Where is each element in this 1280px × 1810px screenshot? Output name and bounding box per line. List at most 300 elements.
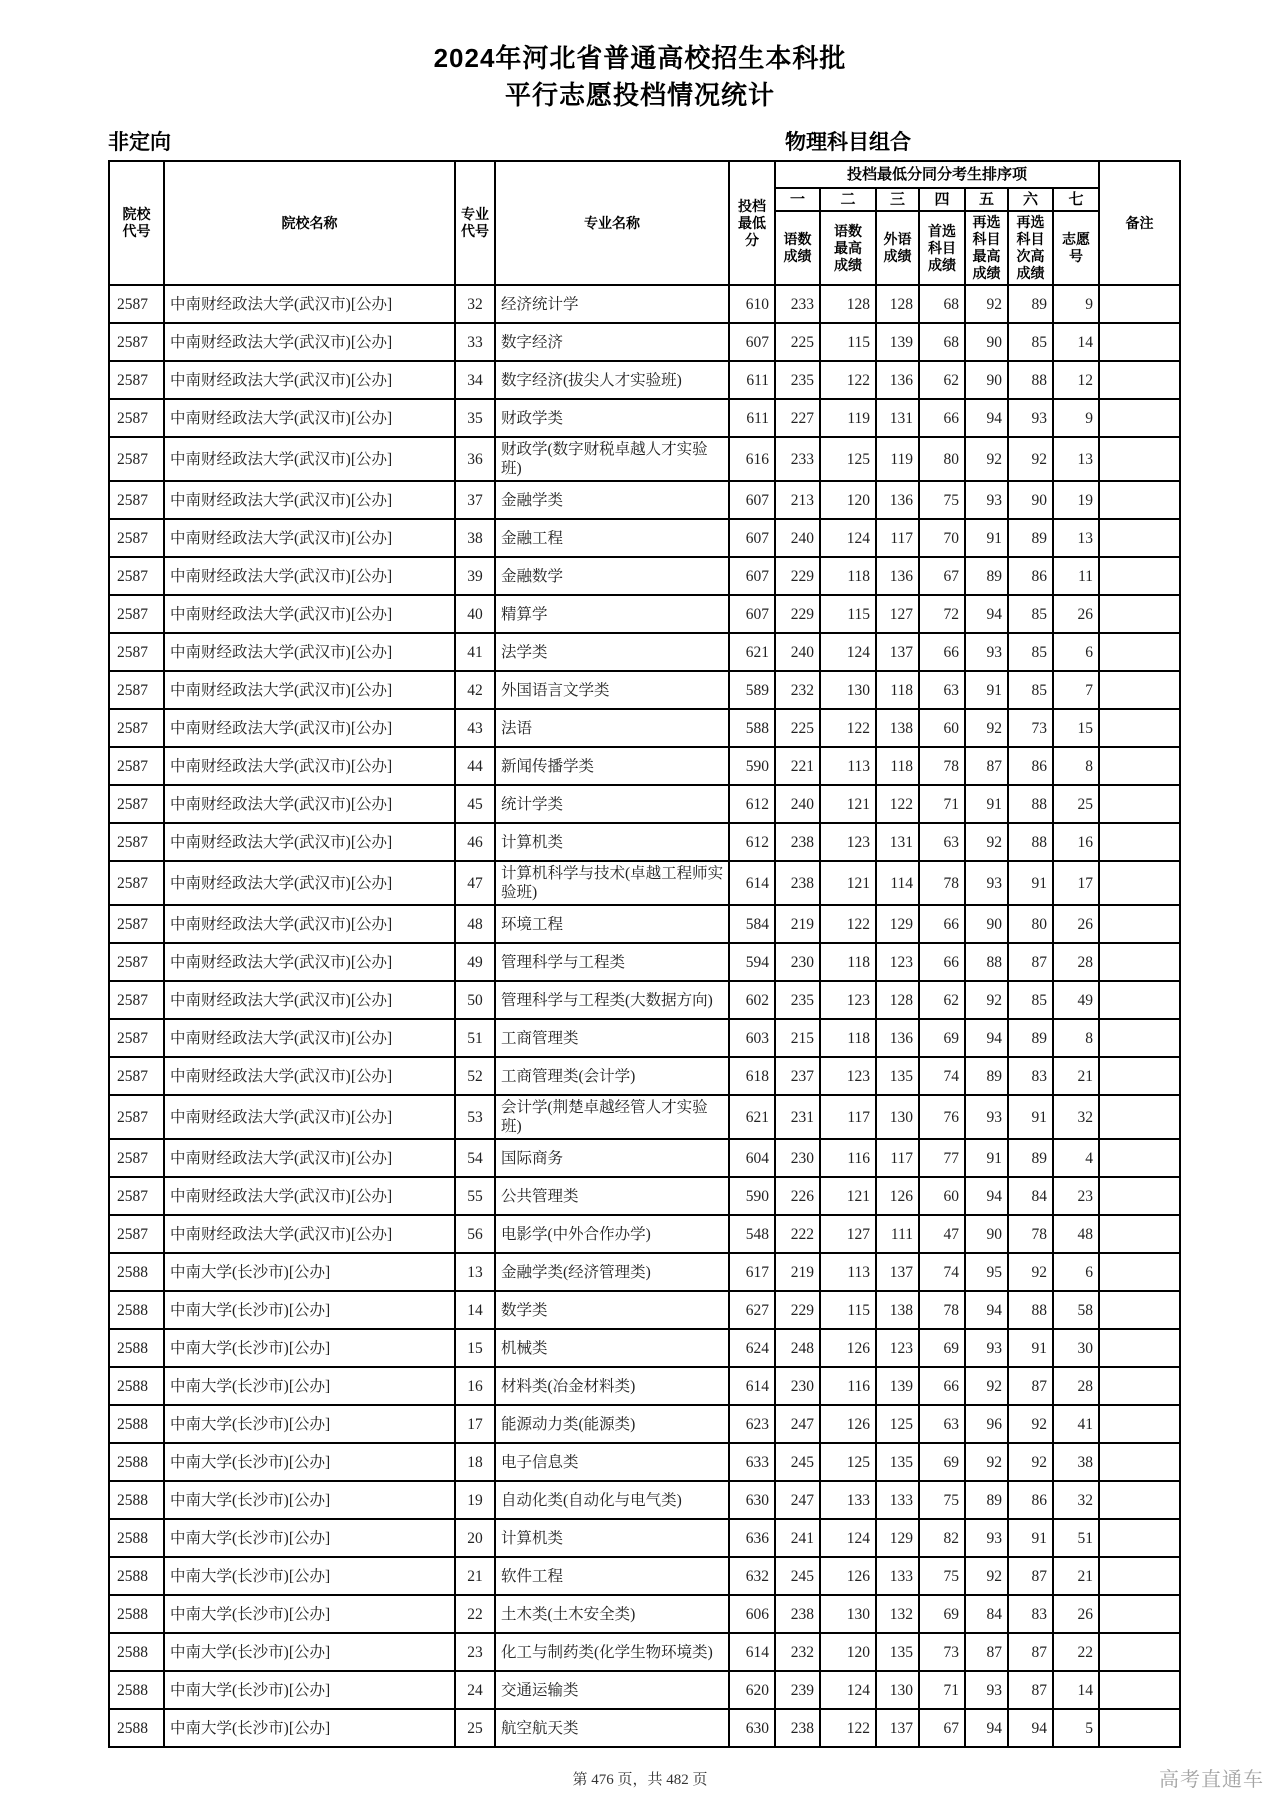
table-row [109,1557,1180,1595]
chinese-math-max-score-cell: 133 [820,1481,876,1519]
header-tiebreak-num-7: 七 [1053,188,1099,211]
foreign-language-score-cell: 136 [876,1019,919,1057]
volunteer-number-cell: 8 [1053,747,1099,785]
chinese-math-max-score-cell: 124 [820,633,876,671]
reselect-second-score-cell: 92 [1008,1405,1053,1443]
reselect-max-score-cell: 89 [965,1481,1008,1519]
chinese-math-score-cell: 235 [775,361,820,399]
major-name-cell: 电子信息类 [495,1443,729,1481]
table-row [109,943,1180,981]
college-name-cell: 中南大学(长沙市)[公办] [164,1709,455,1747]
remarks-cell [1099,399,1180,437]
college-code-cell: 2587 [109,823,164,861]
reselect-max-score-cell: 89 [965,1057,1008,1095]
reselect-max-score-cell: 92 [965,981,1008,1019]
volunteer-number-cell: 22 [1053,1633,1099,1671]
foreign-language-score-cell: 111 [876,1215,919,1253]
volunteer-number-cell: 4 [1053,1139,1099,1177]
first-subject-score-cell: 74 [919,1057,965,1095]
first-subject-score-cell: 60 [919,709,965,747]
chinese-math-max-score-cell: 128 [820,285,876,323]
reselect-max-score-cell: 93 [965,481,1008,519]
college-name-cell: 中南财经政法大学(武汉市)[公办] [164,823,455,861]
table-row [109,1443,1180,1481]
chinese-math-score-cell: 213 [775,481,820,519]
chinese-math-max-score-cell: 130 [820,671,876,709]
college-name-cell: 中南财经政法大学(武汉市)[公办] [164,633,455,671]
major-code-cell: 18 [455,1443,495,1481]
chinese-math-max-score-cell: 120 [820,481,876,519]
reselect-max-score-cell: 93 [965,861,1008,905]
remarks-cell [1099,1177,1180,1215]
reselect-max-score-cell: 87 [965,747,1008,785]
table-row [109,285,1180,323]
min-score-cell: 602 [729,981,775,1019]
reselect-max-score-cell: 91 [965,671,1008,709]
reselect-max-score-cell: 94 [965,1177,1008,1215]
reselect-second-score-cell: 85 [1008,633,1053,671]
college-name-cell: 中南财经政法大学(武汉市)[公办] [164,1215,455,1253]
college-code-cell: 2587 [109,557,164,595]
chinese-math-score-cell: 245 [775,1443,820,1481]
volunteer-number-cell: 32 [1053,1481,1099,1519]
first-subject-score-cell: 69 [919,1443,965,1481]
first-subject-score-cell: 60 [919,1177,965,1215]
first-subject-score-cell: 82 [919,1519,965,1557]
chinese-math-score-cell: 233 [775,285,820,323]
remarks-cell [1099,595,1180,633]
table-row [109,557,1180,595]
major-code-cell: 34 [455,361,495,399]
chinese-math-max-score-cell: 126 [820,1405,876,1443]
reselect-second-score-cell: 90 [1008,481,1053,519]
header-chinese-math-max-score: 语数最高成绩 [820,211,876,285]
min-score-cell: 633 [729,1443,775,1481]
table-row [109,1595,1180,1633]
college-code-cell: 2587 [109,1139,164,1177]
chinese-math-max-score-cell: 122 [820,905,876,943]
min-score-cell: 620 [729,1671,775,1709]
major-code-cell: 33 [455,323,495,361]
foreign-language-score-cell: 117 [876,1139,919,1177]
header-major-code: 专业代号 [455,161,495,285]
min-score-cell: 612 [729,785,775,823]
college-name-cell: 中南财经政法大学(武汉市)[公办] [164,861,455,905]
remarks-cell [1099,1057,1180,1095]
foreign-language-score-cell: 131 [876,399,919,437]
reselect-max-score-cell: 88 [965,943,1008,981]
major-code-cell: 35 [455,399,495,437]
foreign-language-score-cell: 138 [876,709,919,747]
chinese-math-score-cell: 237 [775,1057,820,1095]
chinese-math-score-cell: 232 [775,1633,820,1671]
major-code-cell: 23 [455,1633,495,1671]
chinese-math-score-cell: 230 [775,1367,820,1405]
remarks-cell [1099,1671,1180,1709]
chinese-math-max-score-cell: 118 [820,943,876,981]
volunteer-number-cell: 19 [1053,481,1099,519]
table-row [109,323,1180,361]
table-row [109,785,1180,823]
reselect-max-score-cell: 93 [965,1671,1008,1709]
min-score-cell: 607 [729,481,775,519]
college-name-cell: 中南财经政法大学(武汉市)[公办] [164,709,455,747]
volunteer-number-cell: 23 [1053,1177,1099,1215]
min-score-cell: 607 [729,323,775,361]
min-score-cell: 607 [729,595,775,633]
major-name-cell: 能源动力类(能源类) [495,1405,729,1443]
remarks-cell [1099,1481,1180,1519]
major-name-cell: 航空航天类 [495,1709,729,1747]
college-name-cell: 中南财经政法大学(武汉市)[公办] [164,747,455,785]
major-name-cell: 化工与制药类(化学生物环境类) [495,1633,729,1671]
volunteer-number-cell: 6 [1053,633,1099,671]
reselect-max-score-cell: 90 [965,1215,1008,1253]
remarks-cell [1099,1139,1180,1177]
major-code-cell: 40 [455,595,495,633]
foreign-language-score-cell: 122 [876,785,919,823]
first-subject-score-cell: 63 [919,823,965,861]
college-name-cell: 中南财经政法大学(武汉市)[公办] [164,671,455,709]
table-row [109,1139,1180,1177]
reselect-max-score-cell: 90 [965,905,1008,943]
major-code-cell: 55 [455,1177,495,1215]
reselect-max-score-cell: 92 [965,823,1008,861]
reselect-second-score-cell: 92 [1008,1443,1053,1481]
reselect-max-score-cell: 94 [965,595,1008,633]
college-code-cell: 2587 [109,285,164,323]
min-score-cell: 621 [729,1095,775,1139]
reselect-max-score-cell: 94 [965,1291,1008,1329]
first-subject-score-cell: 73 [919,1633,965,1671]
table-body [109,285,1180,1747]
min-score-cell: 630 [729,1481,775,1519]
chinese-math-max-score-cell: 123 [820,1057,876,1095]
foreign-language-score-cell: 136 [876,557,919,595]
reselect-max-score-cell: 93 [965,1519,1008,1557]
reselect-second-score-cell: 87 [1008,1367,1053,1405]
reselect-max-score-cell: 93 [965,633,1008,671]
major-code-cell: 21 [455,1557,495,1595]
min-score-cell: 589 [729,671,775,709]
header-reselect-max-score: 再选科目最高成绩 [965,211,1008,285]
remarks-cell [1099,747,1180,785]
chinese-math-score-cell: 225 [775,323,820,361]
table-row [109,1215,1180,1253]
foreign-language-score-cell: 129 [876,1519,919,1557]
reselect-second-score-cell: 93 [1008,399,1053,437]
reselect-max-score-cell: 90 [965,361,1008,399]
college-code-cell: 2588 [109,1633,164,1671]
volunteer-number-cell: 21 [1053,1557,1099,1595]
chinese-math-score-cell: 238 [775,1595,820,1633]
foreign-language-score-cell: 126 [876,1177,919,1215]
page-number-info: 第 476 页，共 482 页 [572,1772,708,1788]
reselect-max-score-cell: 92 [965,1443,1008,1481]
volunteer-number-cell: 7 [1053,671,1099,709]
major-code-cell: 49 [455,943,495,981]
college-name-cell: 中南大学(长沙市)[公办] [164,1633,455,1671]
college-name-cell: 中南大学(长沙市)[公办] [164,1291,455,1329]
major-code-cell: 47 [455,861,495,905]
chinese-math-score-cell: 238 [775,1709,820,1747]
reselect-second-score-cell: 83 [1008,1057,1053,1095]
table-row [109,747,1180,785]
college-code-cell: 2587 [109,905,164,943]
foreign-language-score-cell: 137 [876,1253,919,1291]
chinese-math-score-cell: 248 [775,1329,820,1367]
volunteer-number-cell: 5 [1053,1709,1099,1747]
college-name-cell: 中南大学(长沙市)[公办] [164,1595,455,1633]
title-block [0,40,1280,114]
college-code-cell: 2587 [109,943,164,981]
college-name-cell: 中南大学(长沙市)[公办] [164,1671,455,1709]
major-code-cell: 37 [455,481,495,519]
major-name-cell: 工商管理类(会计学) [495,1057,729,1095]
first-subject-score-cell: 69 [919,1329,965,1367]
first-subject-score-cell: 67 [919,557,965,595]
reselect-second-score-cell: 89 [1008,1139,1053,1177]
reselect-max-score-cell: 91 [965,1139,1008,1177]
reselect-max-score-cell: 92 [965,709,1008,747]
section-label-nondirectional: 非定向 [108,131,171,154]
first-subject-score-cell: 66 [919,633,965,671]
reselect-second-score-cell: 87 [1008,1671,1053,1709]
major-code-cell: 17 [455,1405,495,1443]
min-score-cell: 610 [729,285,775,323]
chinese-math-score-cell: 232 [775,671,820,709]
reselect-max-score-cell: 84 [965,1595,1008,1633]
college-code-cell: 2588 [109,1291,164,1329]
reselect-second-score-cell: 86 [1008,557,1053,595]
foreign-language-score-cell: 139 [876,323,919,361]
major-code-cell: 14 [455,1291,495,1329]
reselect-second-score-cell: 86 [1008,1481,1053,1519]
table-row [109,1633,1180,1671]
chinese-math-max-score-cell: 127 [820,1215,876,1253]
chinese-math-score-cell: 226 [775,1177,820,1215]
reselect-second-score-cell: 89 [1008,285,1053,323]
reselect-second-score-cell: 89 [1008,1019,1053,1057]
college-code-cell: 2588 [109,1709,164,1747]
first-subject-score-cell: 78 [919,747,965,785]
reselect-max-score-cell: 95 [965,1253,1008,1291]
header-tiebreak-group: 投档最低分同分考生排序项 [775,161,1099,188]
table-row [109,633,1180,671]
table-row [109,1177,1180,1215]
major-name-cell: 计算机类 [495,1519,729,1557]
major-name-cell: 统计学类 [495,785,729,823]
table-row [109,1519,1180,1557]
first-subject-score-cell: 63 [919,671,965,709]
first-subject-score-cell: 78 [919,861,965,905]
first-subject-score-cell: 62 [919,361,965,399]
header-tiebreak-num-2: 二 [820,188,876,211]
min-score-cell: 630 [729,1709,775,1747]
college-name-cell: 中南财经政法大学(武汉市)[公办] [164,905,455,943]
volunteer-number-cell: 30 [1053,1329,1099,1367]
min-score-cell: 632 [729,1557,775,1595]
reselect-second-score-cell: 78 [1008,1215,1053,1253]
min-score-cell: 611 [729,361,775,399]
college-name-cell: 中南财经政法大学(武汉市)[公办] [164,1177,455,1215]
reselect-second-score-cell: 91 [1008,1519,1053,1557]
remarks-cell [1099,981,1180,1019]
college-name-cell: 中南大学(长沙市)[公办] [164,1519,455,1557]
table-header [109,161,1180,285]
table-row [109,519,1180,557]
college-code-cell: 2587 [109,399,164,437]
foreign-language-score-cell: 138 [876,1291,919,1329]
major-name-cell: 环境工程 [495,905,729,943]
college-name-cell: 中南财经政法大学(武汉市)[公办] [164,285,455,323]
remarks-cell [1099,1215,1180,1253]
min-score-cell: 590 [729,747,775,785]
chinese-math-score-cell: 241 [775,1519,820,1557]
table-row [109,1367,1180,1405]
foreign-language-score-cell: 119 [876,437,919,481]
first-subject-score-cell: 68 [919,285,965,323]
major-code-cell: 32 [455,285,495,323]
major-name-cell: 国际商务 [495,1139,729,1177]
page-title-line-1: 2024年河北省普通高校招生本科批 [433,43,847,73]
reselect-max-score-cell: 92 [965,1557,1008,1595]
reselect-max-score-cell: 92 [965,285,1008,323]
volunteer-number-cell: 13 [1053,437,1099,481]
chinese-math-score-cell: 215 [775,1019,820,1057]
chinese-math-score-cell: 229 [775,1291,820,1329]
major-name-cell: 电影学(中外合作办学) [495,1215,729,1253]
major-name-cell: 土木类(土木安全类) [495,1595,729,1633]
reselect-second-score-cell: 85 [1008,981,1053,1019]
major-name-cell: 新闻传播学类 [495,747,729,785]
header-volunteer-number: 志愿号 [1053,211,1099,285]
volunteer-number-cell: 11 [1053,557,1099,595]
table-row [109,905,1180,943]
remarks-cell [1099,519,1180,557]
first-subject-score-cell: 75 [919,481,965,519]
volunteer-number-cell: 41 [1053,1405,1099,1443]
reselect-second-score-cell: 87 [1008,1557,1053,1595]
college-code-cell: 2587 [109,481,164,519]
foreign-language-score-cell: 135 [876,1633,919,1671]
foreign-language-score-cell: 123 [876,1329,919,1367]
major-code-cell: 25 [455,1709,495,1747]
table-row [109,1095,1180,1139]
college-code-cell: 2588 [109,1481,164,1519]
first-subject-score-cell: 74 [919,1253,965,1291]
foreign-language-score-cell: 131 [876,823,919,861]
min-score-cell: 588 [729,709,775,747]
major-name-cell: 机械类 [495,1329,729,1367]
reselect-second-score-cell: 91 [1008,1095,1053,1139]
major-code-cell: 36 [455,437,495,481]
major-name-cell: 数字经济(拔尖人才实验班) [495,361,729,399]
major-name-cell: 软件工程 [495,1557,729,1595]
section-label-row [0,122,1280,160]
remarks-cell [1099,1595,1180,1633]
major-code-cell: 45 [455,785,495,823]
reselect-second-score-cell: 91 [1008,1329,1053,1367]
college-name-cell: 中南财经政法大学(武汉市)[公办] [164,399,455,437]
header-college-name: 院校名称 [164,161,455,285]
reselect-second-score-cell: 89 [1008,519,1053,557]
major-name-cell: 会计学(荆楚卓越经管人才实验班) [495,1095,729,1139]
chinese-math-max-score-cell: 122 [820,361,876,399]
reselect-second-score-cell: 85 [1008,323,1053,361]
header-tiebreak-num-3: 三 [876,188,919,211]
chinese-math-max-score-cell: 124 [820,1671,876,1709]
first-subject-score-cell: 78 [919,1291,965,1329]
major-code-cell: 16 [455,1367,495,1405]
reselect-second-score-cell: 94 [1008,1709,1053,1747]
min-score-cell: 618 [729,1057,775,1095]
header-tiebreak-num-1: 一 [775,188,820,211]
table-row [109,861,1180,905]
volunteer-number-cell: 9 [1053,399,1099,437]
major-code-cell: 52 [455,1057,495,1095]
major-code-cell: 20 [455,1519,495,1557]
chinese-math-max-score-cell: 123 [820,981,876,1019]
major-code-cell: 15 [455,1329,495,1367]
college-name-cell: 中南财经政法大学(武汉市)[公办] [164,1019,455,1057]
college-name-cell: 中南大学(长沙市)[公办] [164,1443,455,1481]
header-remarks: 备注 [1099,161,1180,285]
major-name-cell: 法语 [495,709,729,747]
chinese-math-score-cell: 221 [775,747,820,785]
reselect-second-score-cell: 88 [1008,361,1053,399]
college-code-cell: 2587 [109,709,164,747]
college-code-cell: 2588 [109,1405,164,1443]
reselect-second-score-cell: 92 [1008,1253,1053,1291]
reselect-max-score-cell: 93 [965,1329,1008,1367]
college-code-cell: 2587 [109,1177,164,1215]
reselect-second-score-cell: 84 [1008,1177,1053,1215]
chinese-math-max-score-cell: 116 [820,1139,876,1177]
min-score-cell: 617 [729,1253,775,1291]
major-name-cell: 金融工程 [495,519,729,557]
major-code-cell: 48 [455,905,495,943]
foreign-language-score-cell: 135 [876,1057,919,1095]
chinese-math-max-score-cell: 118 [820,1019,876,1057]
chinese-math-max-score-cell: 125 [820,1443,876,1481]
remarks-cell [1099,1253,1180,1291]
watermark-gaokao-zhitongche: 高考直通车 [1159,1769,1264,1791]
remarks-cell [1099,481,1180,519]
reselect-max-score-cell: 89 [965,557,1008,595]
reselect-second-score-cell: 91 [1008,861,1053,905]
table-row [109,1019,1180,1057]
major-name-cell: 财政学(数字财税卓越人才实验班) [495,437,729,481]
reselect-second-score-cell: 88 [1008,823,1053,861]
chinese-math-score-cell: 238 [775,823,820,861]
first-subject-score-cell: 77 [919,1139,965,1177]
chinese-math-max-score-cell: 119 [820,399,876,437]
reselect-max-score-cell: 91 [965,519,1008,557]
college-code-cell: 2587 [109,981,164,1019]
major-name-cell: 自动化类(自动化与电气类) [495,1481,729,1519]
min-score-cell: 614 [729,1367,775,1405]
first-subject-score-cell: 67 [919,1709,965,1747]
foreign-language-score-cell: 136 [876,361,919,399]
remarks-cell [1099,323,1180,361]
first-subject-score-cell: 70 [919,519,965,557]
volunteer-number-cell: 58 [1053,1291,1099,1329]
foreign-language-score-cell: 129 [876,905,919,943]
chinese-math-max-score-cell: 123 [820,823,876,861]
college-code-cell: 2587 [109,437,164,481]
foreign-language-score-cell: 132 [876,1595,919,1633]
